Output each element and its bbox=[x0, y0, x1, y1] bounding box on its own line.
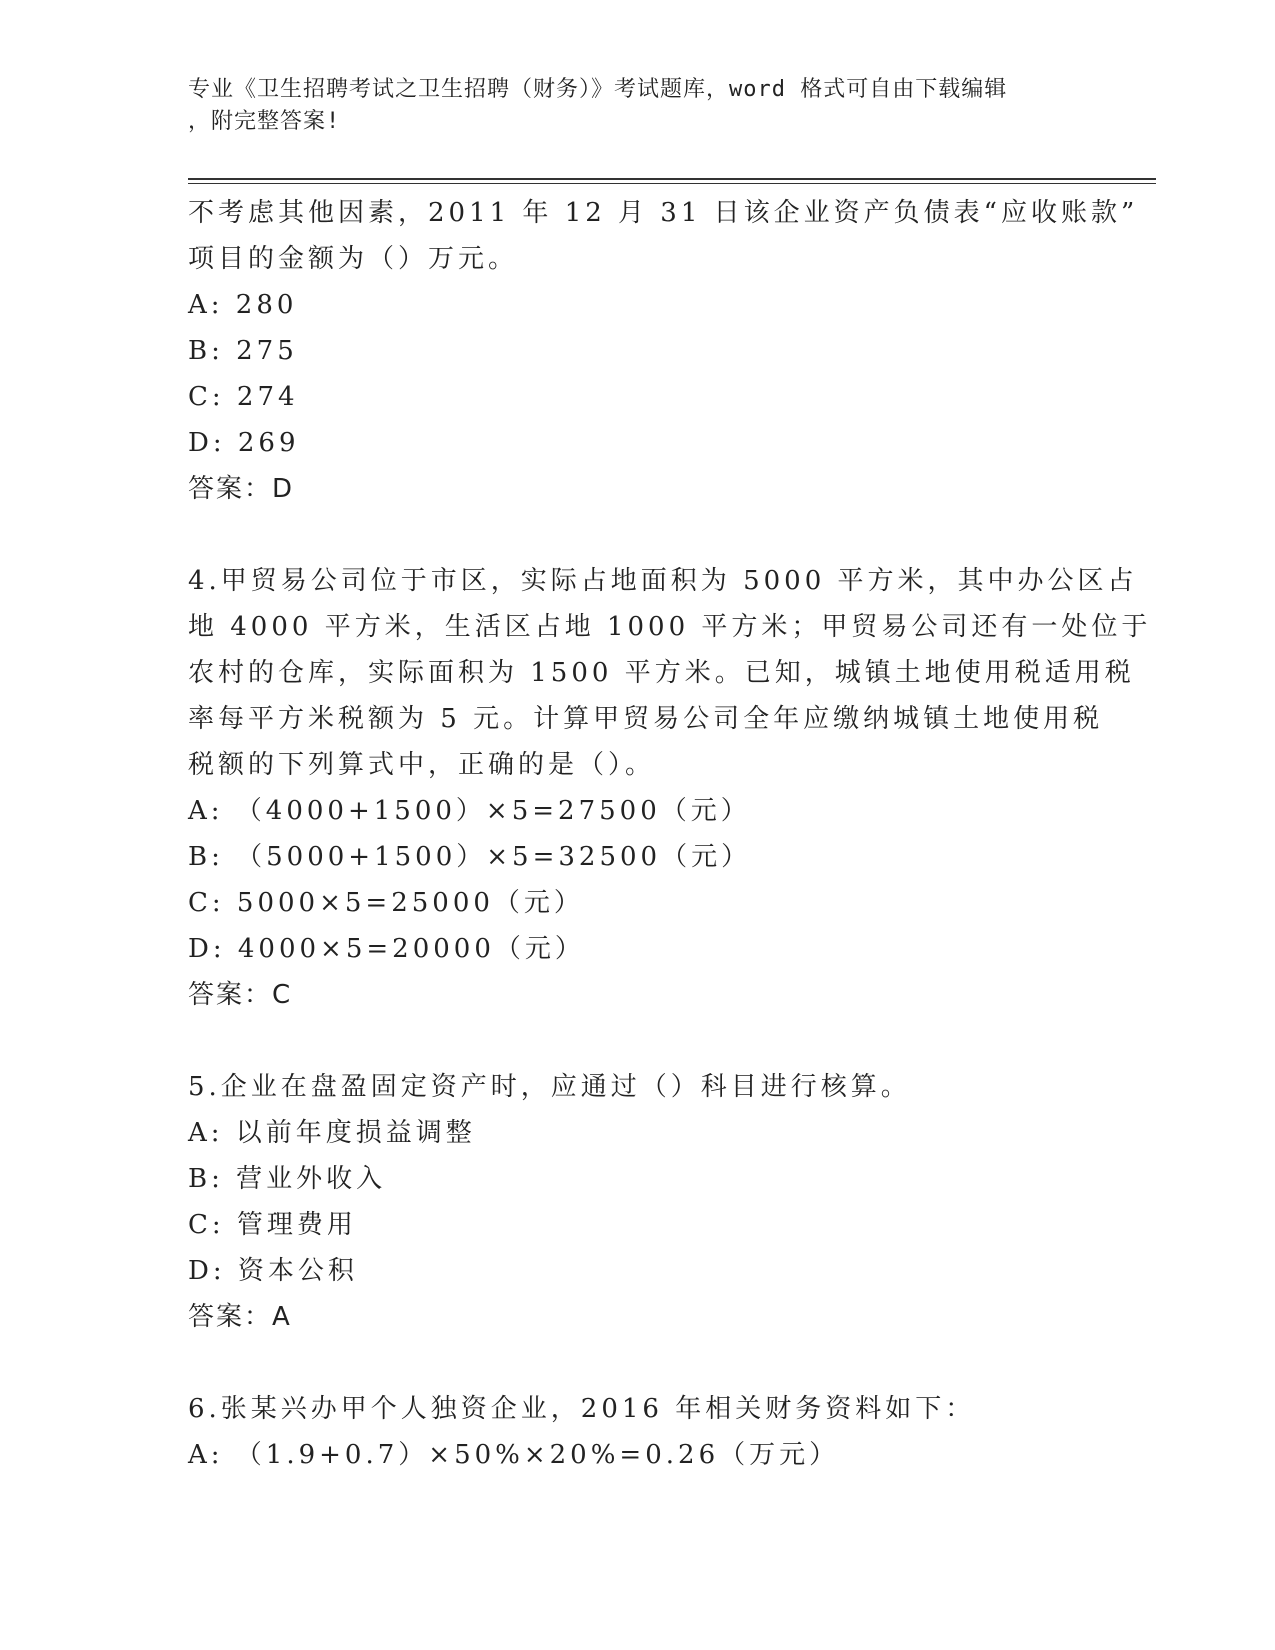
question-text-line: 项目的金额为（）万元。 bbox=[188, 244, 519, 274]
spacer bbox=[188, 512, 1088, 558]
spacer bbox=[188, 1340, 1088, 1386]
question-text-line: 率每平方米税额为 5 元。计算甲贸易公司全年应缴纳城镇土地使用税 bbox=[188, 704, 1104, 734]
option-a: A: （1.9+0.7）×50%×20%=0.26（万元） bbox=[188, 1440, 840, 1470]
question-text-line: 税额的下列算式中，正确的是（）。 bbox=[188, 750, 656, 780]
option-b: B: （5000+1500）×5=32500（元） bbox=[188, 842, 752, 872]
option-a: A: （4000+1500）×5=27500（元） bbox=[188, 796, 751, 826]
question-text-line: 地 4000 平方米，生活区占地 1000 平方米；甲贸易公司还有一处位于 bbox=[188, 612, 1152, 642]
question-list bbox=[188, 190, 1152, 1478]
question-block bbox=[188, 1064, 1088, 1340]
option-c: C: 274 bbox=[188, 382, 299, 412]
header-divider-thin bbox=[188, 183, 1156, 184]
header-divider-thick bbox=[188, 178, 1156, 180]
question-text-line: 4.甲贸易公司位于市区，实际占地面积为 5000 平方米，其中办公区占 bbox=[188, 566, 1138, 596]
answer-line: 答案：C bbox=[188, 980, 293, 1010]
question-text-line: 6.张某兴办甲个人独资企业，2016 年相关财务资料如下： bbox=[188, 1394, 976, 1424]
header-line-2: ，附完整答案! bbox=[188, 109, 341, 134]
answer-line: 答案：A bbox=[188, 1302, 292, 1332]
option-d: D: 269 bbox=[188, 428, 300, 458]
question-block bbox=[188, 190, 1139, 512]
option-a: A: 280 bbox=[188, 290, 298, 320]
option-c: C: 5000×5=25000（元） bbox=[188, 888, 584, 918]
question-text-line: 不考虑其他因素，2011 年 12 月 31 日该企业资产负债表“应收账款” bbox=[188, 198, 1139, 228]
document-header bbox=[188, 74, 1068, 138]
option-b: B: 275 bbox=[188, 336, 298, 366]
question-text-line: 5.企业在盘盈固定资产时，应通过（）科目进行核算。 bbox=[188, 1072, 911, 1102]
question-block bbox=[188, 1386, 1088, 1478]
option-d: D: 4000×5=20000（元） bbox=[188, 934, 585, 964]
answer-line: 答案：D bbox=[188, 474, 295, 504]
question-block bbox=[188, 558, 1152, 1018]
option-d: D: 资本公积 bbox=[188, 1256, 358, 1286]
header-line-1: 专业《卫生招聘考试之卫生招聘（财务）》考试题库，word 格式可自由下载编辑 bbox=[188, 77, 1008, 102]
question-text-line: 农村的仓库，实际面积为 1500 平方米。已知，城镇土地使用税适用税 bbox=[188, 658, 1135, 688]
option-c: C: 管理费用 bbox=[188, 1210, 357, 1240]
spacer bbox=[188, 1018, 1088, 1064]
option-b: B: 营业外收入 bbox=[188, 1164, 387, 1194]
option-a: A: 以前年度损益调整 bbox=[188, 1118, 476, 1148]
